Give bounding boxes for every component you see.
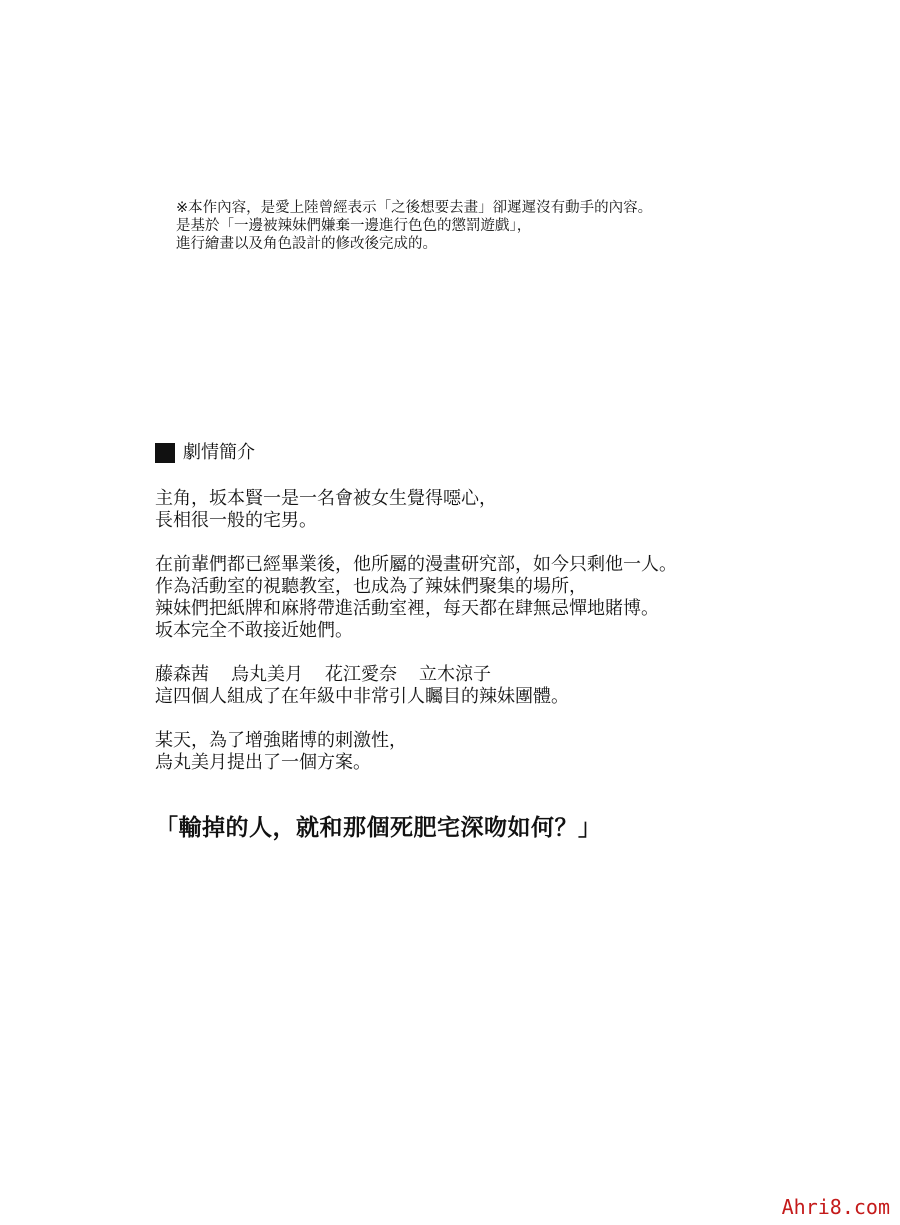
synopsis-line: 烏丸美月提出了一個方案。 <box>155 752 371 773</box>
character-name: 藤森茜 <box>155 664 209 685</box>
author-note <box>176 199 652 253</box>
synopsis-line: 這四個人組成了在年級中非常引人矚目的辣妹團體。 <box>155 686 569 707</box>
section-title: 劇情簡介 <box>183 442 255 463</box>
character-name: 花江愛奈 <box>325 664 397 685</box>
synopsis-line: 作為活動室的視聽教室，也成為了辣妹們聚集的場所， <box>155 576 587 597</box>
character-name: 烏丸美月 <box>231 664 303 685</box>
synopsis-line: 在前輩們都已經畢業後，他所屬的漫畫研究部，如今只剩他一人。 <box>155 554 677 575</box>
synopsis-paragraph-3 <box>155 664 677 708</box>
synopsis-line: 長相很一般的宅男。 <box>155 510 317 531</box>
synopsis-line: 主角，坂本賢一是一名會被女生覺得噁心， <box>155 488 497 509</box>
synopsis-line: 辣妹們把紙牌和麻將帶進活動室裡，每天都在肆無忌憚地賭博。 <box>155 598 659 619</box>
note-line: 進行繪畫以及角色設計的修改後完成的。 <box>176 236 437 252</box>
note-line: ※本作內容，是愛上陸曾經表示「之後想要去畫」卻遲遲沒有動手的內容。 <box>176 200 653 216</box>
site-watermark: Ahri8.com <box>781 1195 890 1219</box>
section-heading <box>155 440 255 466</box>
synopsis-text <box>155 488 677 796</box>
character-names <box>155 664 677 686</box>
highlight-quote: 「輸掉的人，就和那個死肥宅深吻如何？」 <box>155 815 602 841</box>
black-square-icon <box>155 443 175 463</box>
synopsis-paragraph-1 <box>155 488 677 532</box>
note-line: 是基於「一邊被辣妹們嫌棄一邊進行色色的懲罰遊戲」， <box>176 218 532 234</box>
synopsis-line: 坂本完全不敢接近她們。 <box>155 620 353 641</box>
character-name: 立木涼子 <box>419 664 491 685</box>
synopsis-paragraph-4 <box>155 730 677 774</box>
synopsis-paragraph-2 <box>155 554 677 642</box>
synopsis-line: 某天，為了增強賭博的刺激性， <box>155 730 407 751</box>
